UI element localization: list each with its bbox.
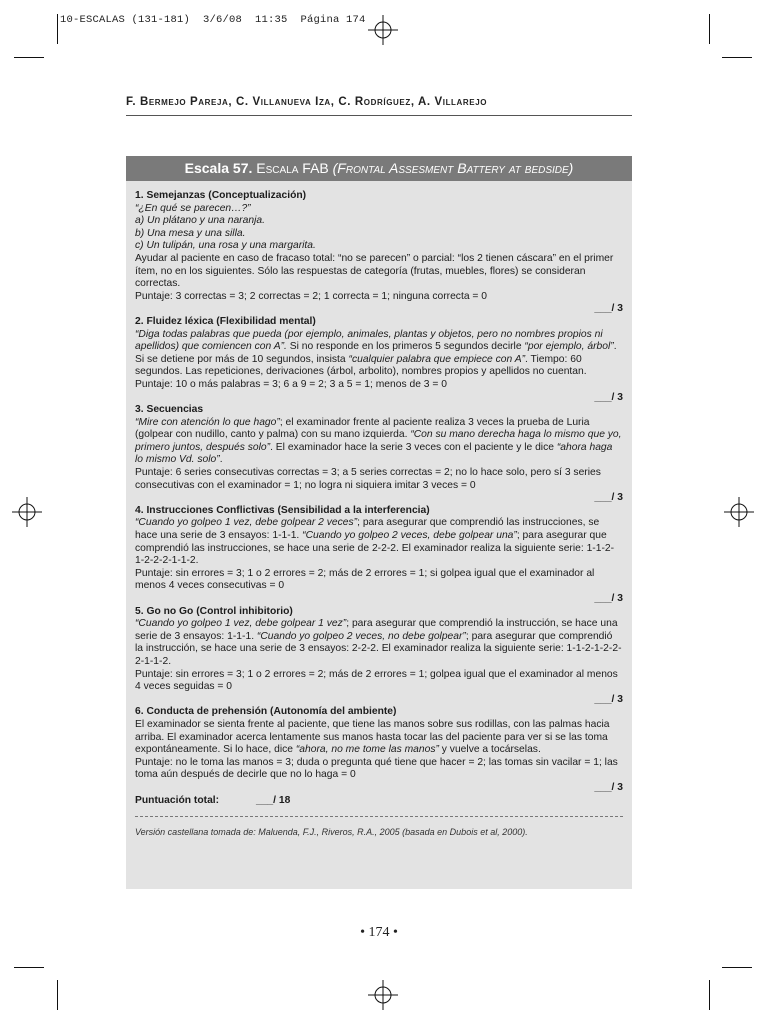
scale-item-paragraph (135, 417, 623, 467)
scale-item-paragraph (135, 253, 623, 291)
scale-item-paragraph (135, 618, 623, 668)
scale-item-paragraph (135, 669, 623, 694)
crop-mark-bottom-left-h (14, 967, 44, 968)
crop-mark-bottom-right-h (722, 967, 752, 968)
scale-item-paragraph (135, 228, 623, 241)
page-number: • 174 • (360, 925, 398, 940)
scale-item-text: Ayudar al paciente en caso de fracaso total: “no se parecen” o parcial: “los 2 tienen cáscara” en el primer ítem, no en los siguientes. Sólo las respuestas de categoría (frutas, muebles, flores) se consideran correctas. (135, 252, 614, 290)
scale-item-text: Puntaje: 3 correctas = 3; 2 correctas = 2; 1 correcta = 1; ninguna correcta = 0 (135, 290, 488, 302)
scale-item (135, 316, 623, 404)
total-score-label: Puntuación total: (135, 794, 220, 806)
item-score-blank: ___/ 3 (594, 781, 623, 793)
scale-item-paragraph (135, 291, 623, 304)
scale-sections (135, 190, 623, 795)
scale-item-text: ; el examinador frente al paciente realiza 3 veces la prueba de Luria (golpear con nudillo, canto y palma) con su mano izquierda. (135, 416, 590, 441)
scale-item-text: “Cuando yo golpeo 1 vez, debe golpear 2 veces” (135, 517, 358, 529)
crop-mark-top-right-v (709, 14, 710, 44)
scale-item-text: ; para asegurar que comprendió la instrucción, se hace una serie de 3 ensayos: 1-1-1. (135, 618, 618, 642)
scale-item-text: “Mire con atención lo que hago” (135, 416, 280, 428)
scale-item-text: Puntaje: no le toma las manos = 3; duda o pregunta qué tiene que hacer = 2; las tomas sin vacilar = 1; las toma aún después de decirle que no lo haga = 0 (135, 756, 618, 781)
scale-item-paragraph (135, 757, 623, 782)
scale-item (135, 706, 623, 794)
scale-item-paragraph (135, 517, 623, 567)
total-score-blank: ___/ 18 (255, 794, 291, 806)
scale-item-text: ; para asegurar que comprendió la instrucción, se hace una serie de 3 ensayos: 2-2-2. El examinador realiza la siguiente serie: 1-1-2-1-2-2-2-1-1-2. (135, 630, 622, 667)
registration-mark-right-icon (724, 497, 754, 527)
scale-item (135, 606, 623, 707)
scale-content-panel (126, 181, 632, 889)
source-note: Versión castellana tomada de: Maluenda, F.J., Riveros, R.A., 2005 (basada en Dubois et al, 2000). (135, 827, 528, 838)
scale-item-text: “Con su mano derecha haga lo mismo que yo, primero juntos, después solo” (135, 429, 622, 453)
scale-item-text: Puntaje: 6 series consecutivas correctas = 3; a 5 series correctas = 2; no lo hace solo, pero sí 3 series consecutivas con el examinador = 1; no logra ni siquiera imitar 3 veces = 0 (135, 467, 601, 491)
registration-mark-top-icon (368, 15, 398, 45)
item-score-blank: ___/ 3 (594, 391, 623, 403)
scale-item-paragraph (135, 467, 623, 492)
scale-title-banner (126, 156, 632, 181)
scale-item-paragraph (135, 568, 623, 593)
scale-item-title: 5. Go no Go (Control inhibitorio) (135, 605, 293, 617)
scale-item-text: “Cuando yo golpeo 1 vez, debe golpear 1 vez” (135, 618, 347, 630)
dashed-divider (135, 816, 623, 817)
crop-mark-top-left-v (57, 14, 58, 44)
scale-item-title: 1. Semejanzas (Conceptualización) (135, 190, 307, 201)
scale-item-text: “Diga todas palabras que pueda (por ejemplo, animales, plantas y objetos, pero no nombres propios ni apellidos) que comiencen con A”. (135, 328, 603, 353)
scale-item-title: 6. Conducta de prehensión (Autonomía del ambiente) (135, 706, 397, 718)
scale-item-text: b) Una mesa y una silla. (135, 227, 246, 239)
scale-item-text: “ahora haga lo mismo Vd. solo” (135, 441, 613, 466)
item-score-blank: ___/ 3 (594, 693, 623, 705)
scale-item-paragraph (135, 215, 623, 228)
running-head-authors: F. Bermejo Pareja, C. Villanueva Iza, C. Rodríguez, A. Villarejo (126, 96, 488, 108)
scale-item-text: Si no responde en los primeros 5 segundos decirle (286, 341, 525, 353)
scale-item (135, 505, 623, 606)
registration-mark-left-icon (12, 497, 42, 527)
scale-subtitle: (Frontal Assesment Battery at bedside) (332, 160, 574, 176)
scale-item-text: “cualquier palabra que empiece con A” (348, 353, 526, 365)
scale-item-paragraph (135, 719, 623, 757)
item-score-blank: ___/ 3 (594, 492, 623, 504)
running-head-rule (126, 115, 632, 116)
scale-number: Escala 57. (184, 160, 253, 176)
crop-mark-top-left-h (14, 57, 44, 58)
scale-item-title: 3. Secuencias (135, 404, 204, 416)
item-score-blank: ___/ 3 (594, 303, 623, 315)
scale-item (135, 190, 623, 316)
total-score-line (135, 795, 623, 808)
crop-mark-top-right-h (722, 57, 752, 58)
scale-item-text: . Tiempo: 60 segundos. Las repeticiones, derivaciones (árbol, arbolito), nombres propios y apellidos no cuentan. (135, 353, 587, 378)
scale-item-text: . El examinador hace la serie 3 veces con el paciente y le dice (270, 441, 557, 453)
scale-item-text: . (219, 454, 223, 466)
scale-item-title: 4. Instrucciones Conflictivas (Sensibilidad a la interferencia) (135, 504, 430, 516)
scale-item-text: c) Un tulipán, una rosa y una margarita. (135, 240, 316, 252)
scale-item-title: 2. Fluidez léxica (Flexibilidad mental) (135, 315, 316, 327)
scale-item-paragraph (135, 240, 623, 253)
scale-item-text: y vuelve a tocárselas. (438, 744, 541, 756)
scale-item-paragraph (135, 329, 623, 379)
scale-item-text: El examinador se sienta frente al paciente, que tiene las manos sobre sus rodillas, con las palmas hacia arriba. El examinador acerca lentamente sus manos hasta tocar las del paciente para ver si se las toma expontáneamente. Si lo hace, dice (135, 718, 610, 756)
crop-mark-bottom-right-v (709, 980, 710, 1010)
scale-item-text: ; para asegurar que comprendió las instrucciones, se hace una serie de 3 ensayos: 1-1-1. (135, 517, 600, 542)
scale-item-paragraph (135, 379, 623, 392)
scale-item-text: Puntaje: 10 o más palabras = 3; 6 a 9 = 2; 3 a 5 = 1; menos de 3 = 0 (135, 378, 447, 390)
scale-item-text: Puntaje: sin errores = 3; 1 o 2 errores = 2; más de 2 errores = 1; golpea igual que el examinador al menos 4 veces seguidas = 0 (135, 668, 618, 693)
print-slug: 10-ESCALAS (131-181) 3/6/08 11:35 Página 174 (60, 14, 366, 26)
scale-item (135, 404, 623, 505)
scale-name: Escala FAB (256, 160, 329, 176)
scale-item-text: “Cuando yo golpeo 2 veces, debe golpear una” (302, 530, 517, 542)
scale-item-text: “ahora, no me tome las manos” (295, 744, 439, 756)
crop-mark-bottom-left-v (57, 980, 58, 1010)
item-score-blank: ___/ 3 (594, 593, 623, 604)
scale-item-text: “por ejemplo, árbol” (524, 341, 614, 353)
scale-item-paragraph (135, 203, 623, 216)
scale-item-text: Puntaje: sin errores = 3; 1 o 2 errores = 2; más de 2 errores = 1; si golpea igual que el examinador al menos 4 veces consecutivas = 0 (135, 567, 595, 592)
scale-item-text: a) Un plátano y una naranja. (135, 215, 265, 227)
scale-item-text: . Si se detiene por más de 10 segundos, insista (135, 341, 617, 365)
scale-item-text: “¿En qué se parecen…?” (135, 202, 251, 214)
registration-mark-bottom-icon (368, 980, 398, 1010)
scale-item-text: ; para asegurar que comprendió las instrucciones, se hace una serie de 2-2-2. El examinador realiza la siguiente serie: 1-1-2-1-2-2-2-1-1-2. (135, 530, 615, 567)
scale-item-text: “Cuando yo golpeo 2 veces, no debe golpear” (256, 630, 466, 642)
